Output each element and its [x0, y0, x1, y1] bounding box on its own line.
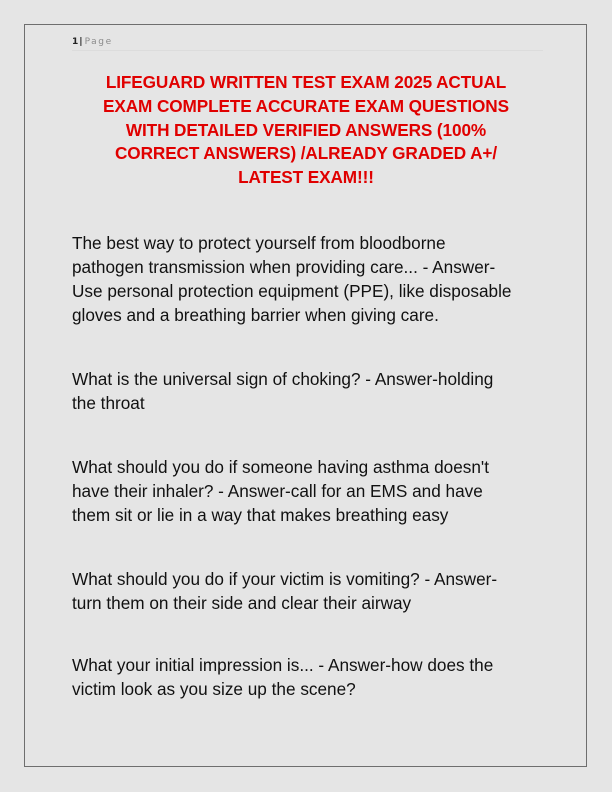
title-line: WITH DETAILED VERIFIED ANSWERS (100%	[125, 119, 487, 140]
qa-line: the throat	[72, 393, 145, 413]
qa-line: Use personal protection equipment (PPE), like disposable	[72, 281, 512, 301]
title-line: CORRECT ANSWERS) /ALREADY GRADED A+/	[114, 143, 498, 164]
qa-item-vomiting	[72, 567, 542, 615]
qa-line: victim look as you size up the scene?	[72, 679, 356, 699]
qa-item-choking	[72, 367, 542, 415]
qa-line: have their inhaler? - Answer-call for an EMS and have	[72, 481, 483, 501]
page-label: Page	[84, 37, 113, 47]
qa-line: What your initial impression is... - Answer-how does the	[72, 655, 494, 675]
document-title	[80, 71, 532, 190]
qa-line: What should you do if your victim is vomiting? - Answer-	[72, 569, 498, 589]
qa-item-initial-impression	[72, 653, 542, 701]
page-header	[72, 36, 543, 51]
qa-line: pathogen transmission when providing care... - Answer-	[72, 257, 496, 277]
qa-item-asthma	[72, 455, 542, 527]
qa-line: turn them on their side and clear their airway	[72, 593, 412, 613]
qa-line: gloves and a breathing barrier when giving care.	[72, 305, 439, 325]
title-line: LIFEGUARD WRITTEN TEST EXAM 2025 ACTUAL	[105, 72, 507, 92]
page-number: 1	[72, 37, 79, 47]
qa-line: What is the universal sign of choking? - Answer-holding	[72, 369, 494, 389]
title-line: EXAM COMPLETE ACCURATE EXAM QUESTIONS	[103, 95, 509, 116]
qa-line: What should you do if someone having asthma doesn't	[72, 457, 489, 477]
page-separator: |	[79, 37, 83, 47]
qa-line: The best way to protect yourself from bloodborne	[72, 233, 446, 253]
qa-line: them sit or lie in a way that makes breathing easy	[72, 505, 449, 525]
title-line: LATEST EXAM!!!	[238, 167, 374, 188]
qa-item-bloodborne	[72, 231, 542, 327]
